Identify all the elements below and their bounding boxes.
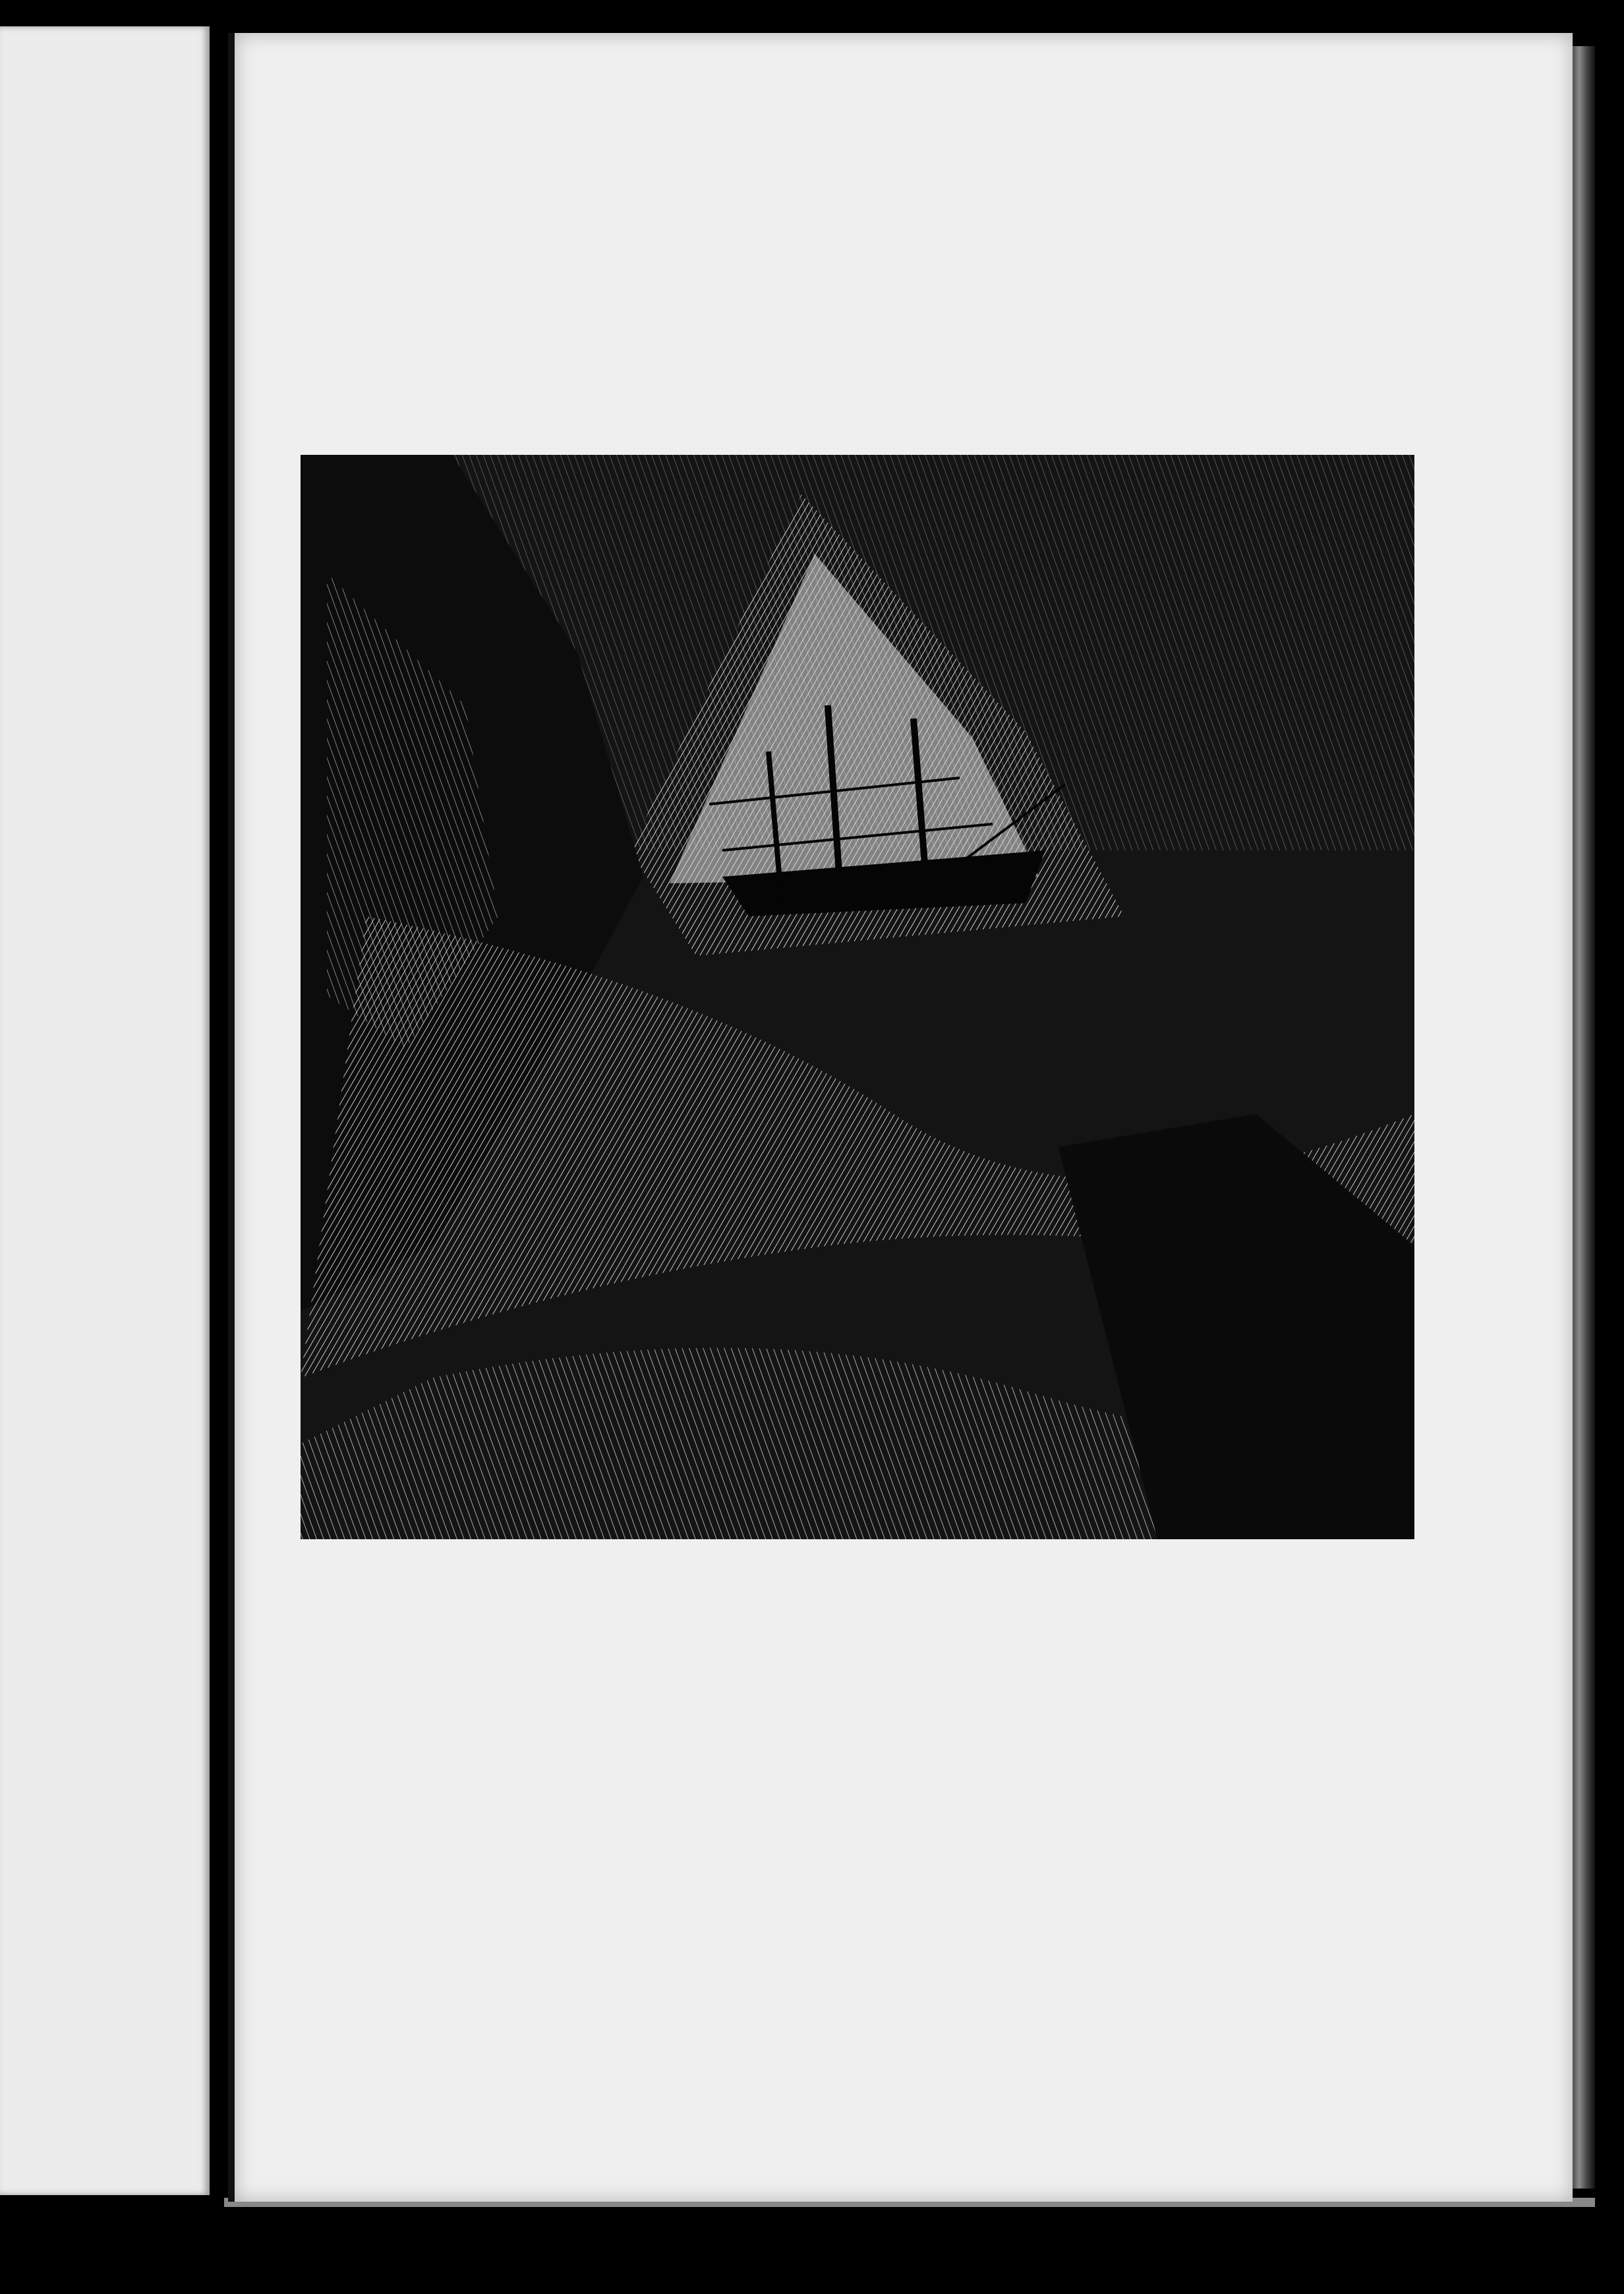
- left-page-fragment: [0, 26, 210, 2195]
- page-edge: [1569, 46, 1595, 2189]
- storm-engraving-illustration: [301, 455, 1414, 1539]
- right-page: [228, 33, 1573, 2202]
- scratch-mark: [1540, 2103, 1573, 2202]
